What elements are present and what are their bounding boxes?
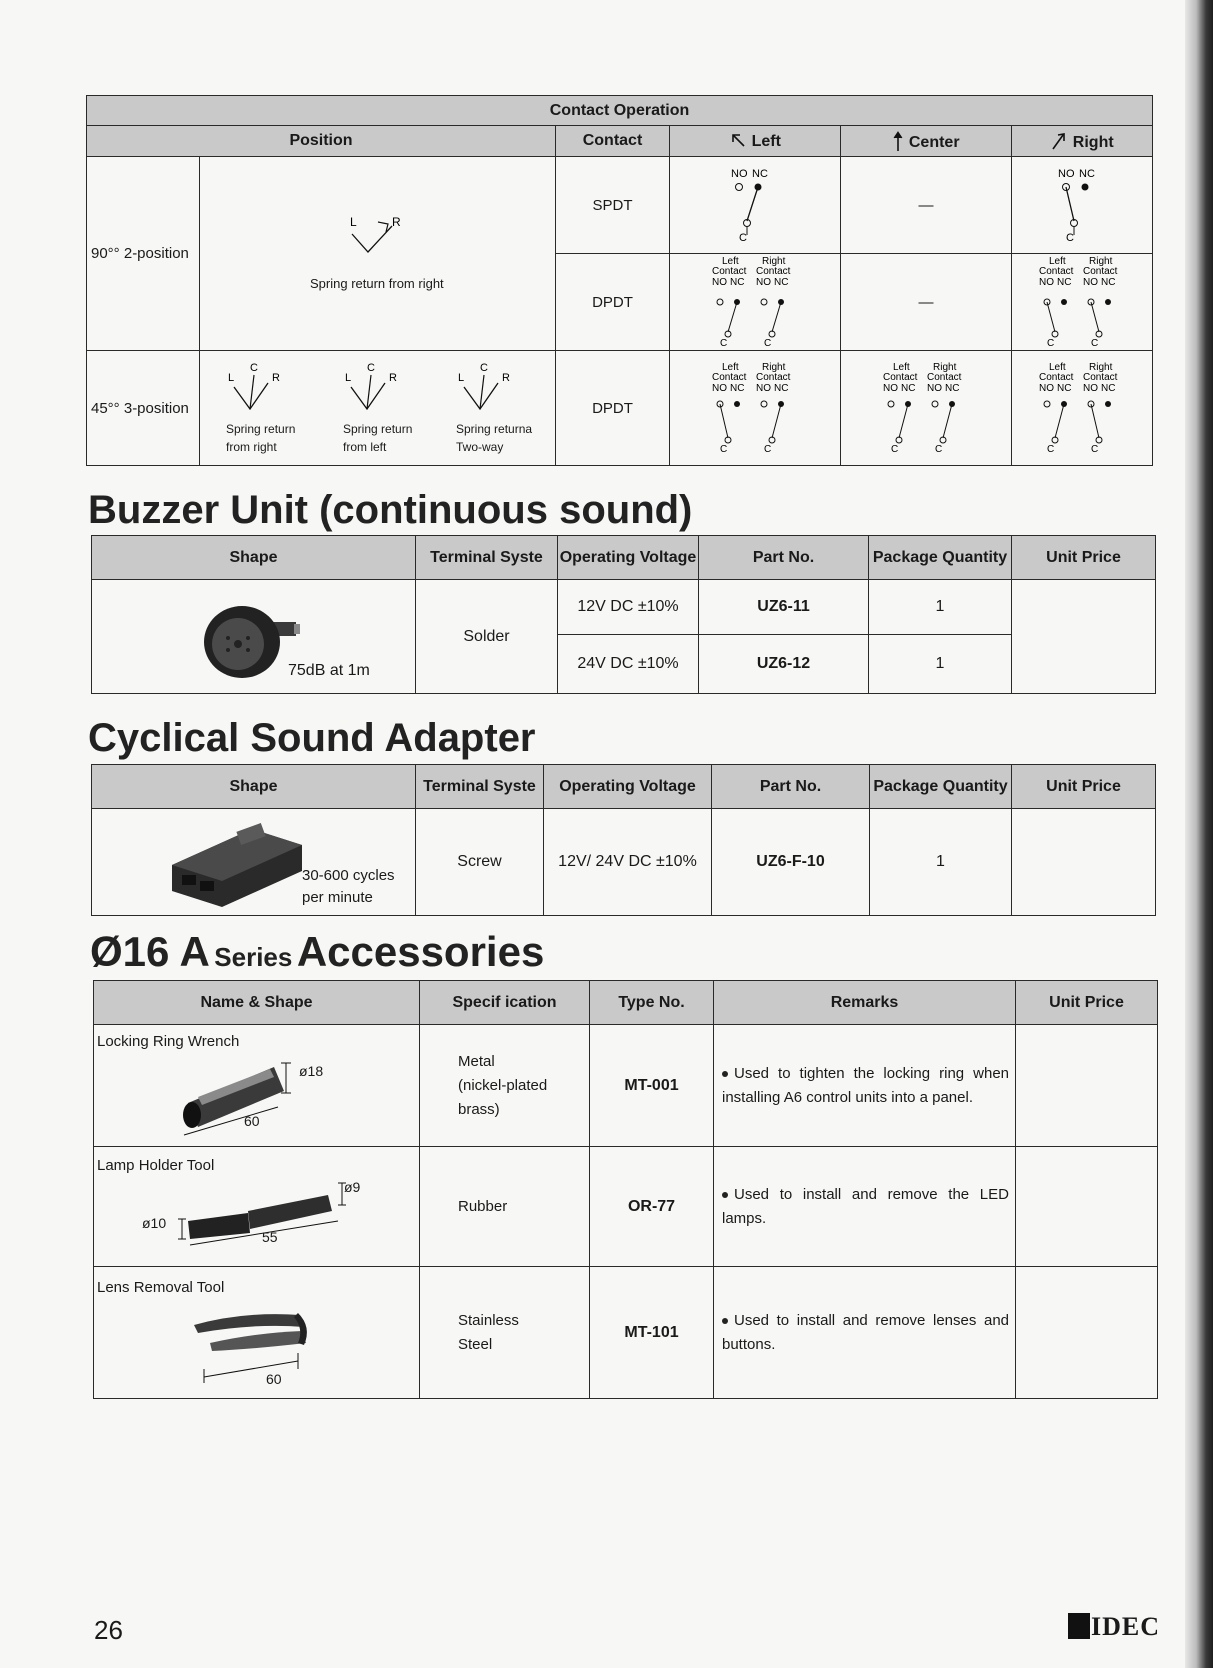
row-90-caption: Spring return from right (310, 276, 444, 291)
acc-row-1-type: MT-001 (590, 1025, 714, 1147)
dpdt-90-left-diagram (670, 254, 841, 351)
buzzer-part-2: UZ6-12 (699, 635, 869, 694)
buzzer-title: Buzzer Unit (continuous sound) (88, 488, 693, 532)
svg-text:Contact: Contact (756, 266, 791, 277)
spdt-center: — (841, 157, 1012, 254)
svg-text:R: R (272, 372, 280, 384)
svg-text:NO: NO (1058, 168, 1075, 180)
buzzer-price (1012, 580, 1156, 694)
svg-text:C: C (1047, 444, 1055, 452)
svg-text:Right: Right (1089, 362, 1113, 373)
dpdt-45-left-contact-icon (710, 360, 800, 452)
acc-row-2-type: OR-77 (590, 1147, 714, 1267)
svg-text:L: L (350, 215, 357, 229)
cyclical-header-voltage: Operating Voltage (544, 765, 712, 809)
svg-text:NC: NC (945, 383, 960, 394)
cyclical-caption-1: 30-600 cycles (302, 867, 395, 884)
svg-text:Contact: Contact (883, 372, 918, 383)
svg-text:Left: Left (893, 362, 910, 373)
acc-header-remarks: Remarks (714, 981, 1016, 1025)
acc-row-2-spec: Rubber (420, 1147, 590, 1267)
svg-text:C: C (891, 444, 899, 452)
logo-mark-icon (1068, 1613, 1090, 1639)
spdt-left-diagram (670, 157, 841, 254)
cyclical-voltage: 12V/ 24V DC ±10% (544, 809, 712, 916)
svg-text:NC: NC (730, 277, 745, 288)
page-edge-shadow (1185, 0, 1213, 1668)
acc-row-2-name-cell: Lamp Holder Tool ø9 55 ø10 (94, 1147, 420, 1267)
svg-text:NO: NO (731, 168, 748, 180)
svg-text:R: R (502, 372, 510, 384)
svg-text:Contact: Contact (927, 372, 962, 383)
header-center: Center (841, 126, 1012, 157)
acc-row-2-name: Lamp Holder Tool (97, 1157, 215, 1174)
dpdt-90-center: — (841, 254, 1012, 351)
spdt-right-contact-icon (1052, 163, 1112, 243)
svg-text:Contact: Contact (756, 372, 791, 383)
svg-text:Left: Left (722, 256, 739, 267)
svg-text:Right: Right (1089, 256, 1113, 267)
bullet-icon (722, 1318, 728, 1324)
svg-text:NC: NC (1057, 383, 1072, 394)
row-45-label: 45°° 3-position (87, 351, 200, 466)
buzzer-header-voltage: Operating Voltage (558, 536, 699, 580)
arrow-right-up-icon (1050, 131, 1068, 151)
svg-text:NC: NC (1079, 168, 1095, 180)
svg-text:NC: NC (1101, 383, 1116, 394)
svg-text:NC: NC (774, 383, 789, 394)
acc-header-name: Name & Shape (94, 981, 420, 1025)
svg-text:Right: Right (762, 256, 786, 267)
svg-text:Contact: Contact (1083, 372, 1118, 383)
svg-text:C: C (1091, 444, 1099, 452)
acc-row-1-remark: Used to tighten the locking ring when installing A6 control units into a panel. (714, 1025, 1016, 1147)
dpdt-45-center-contact-icon (881, 360, 971, 452)
svg-text:C: C (1047, 338, 1055, 346)
acc-row-3-name: Lens Removal Tool (97, 1279, 225, 1296)
svg-text:C: C (764, 444, 772, 452)
svg-text:NO: NO (1083, 383, 1099, 394)
diagram-return-two-way: L C R Spring returna Two-way (456, 362, 533, 454)
svg-text:C: C (480, 362, 488, 374)
svg-text:NO: NO (712, 383, 727, 394)
svg-text:Contact: Contact (1083, 266, 1118, 277)
svg-text:C: C (720, 444, 728, 452)
acc-row-1-price (1016, 1025, 1158, 1147)
spdt-left-contact-icon (725, 163, 785, 243)
svg-text:NC: NC (774, 277, 789, 288)
svg-text:C: C (1066, 232, 1074, 243)
acc-row-3-type: MT-101 (590, 1267, 714, 1399)
svg-text:Contact: Contact (1039, 372, 1074, 383)
svg-text:Contact: Contact (712, 266, 747, 277)
svg-text:NC: NC (730, 383, 745, 394)
buzzer-header-qty: Package Quantity (869, 536, 1012, 580)
diagram-return-from-left: L C R Spring return from left (343, 362, 413, 454)
cyclical-header-terminal: Terminal Syste (416, 765, 544, 809)
adapter-photo-icon (152, 815, 312, 911)
acc-header-price: Unit Price (1016, 981, 1158, 1025)
svg-text:R: R (392, 215, 401, 229)
svg-text:NO: NO (756, 383, 771, 394)
svg-text:C: C (764, 338, 772, 346)
dpdt-45-center-diagram (841, 351, 1012, 466)
accessories-table (93, 980, 1158, 1399)
arrow-left-up-icon (729, 131, 747, 149)
svg-text:C: C (720, 338, 728, 346)
diagram-return-from-right: L C R Spring return from right (226, 362, 296, 454)
cyclical-header-part: Part No. (712, 765, 870, 809)
svg-text:C: C (739, 232, 747, 243)
dpdt-90-left-contact-icon (710, 254, 800, 346)
buzzer-voltage-1: 12V DC ±10% (558, 580, 699, 635)
acc-row-3-remark: Used to install and remove lenses and buttons. (714, 1267, 1016, 1399)
svg-text:NC: NC (901, 383, 916, 394)
cyclical-price (1012, 809, 1156, 916)
buzzer-table (91, 535, 1156, 694)
switch-3pos-diagram-icon (456, 361, 516, 413)
buzzer-header-shape: Shape (92, 536, 416, 580)
buzzer-shape-cell (92, 580, 416, 694)
row-90-dpdt: DPDT (556, 254, 670, 351)
svg-text:NO: NO (1039, 383, 1055, 394)
acc-row-2-price (1016, 1147, 1158, 1267)
cyclical-table (91, 764, 1156, 916)
cyclical-header-price: Unit Price (1012, 765, 1156, 809)
dpdt-45-right-diagram (1012, 351, 1153, 466)
cyclical-title: Cyclical Sound Adapter (88, 716, 536, 760)
svg-text:NO: NO (883, 383, 898, 394)
switch-3pos-diagram-icon (226, 361, 286, 413)
acc-row-1-name: Locking Ring Wrench (97, 1033, 240, 1050)
svg-text:C: C (367, 362, 375, 374)
accessories-title: Ø16 A Series Accessories (90, 928, 545, 975)
svg-text:NO: NO (712, 277, 727, 288)
svg-text:Left: Left (1049, 362, 1066, 373)
header-left: Left (670, 126, 841, 157)
cyclical-header-qty: Package Quantity (870, 765, 1012, 809)
cyclical-shape-cell (92, 809, 416, 916)
row-90-label: 90°° 2-position (87, 157, 200, 351)
contact-operation-title: Contact Operation (87, 96, 1153, 126)
svg-text:R: R (389, 372, 397, 384)
svg-text:NO: NO (927, 383, 942, 394)
svg-text:Contact: Contact (712, 372, 747, 383)
buzzer-voltage-2: 24V DC ±10% (558, 635, 699, 694)
acc-row-2-remark: Used to install and remove the LED lamps. (714, 1147, 1016, 1267)
acc-row-3-price (1016, 1267, 1158, 1399)
acc-header-spec: Specif ication (420, 981, 590, 1025)
svg-text:L: L (458, 372, 465, 384)
row-90-diagram (200, 157, 556, 351)
contact-operation-table (86, 95, 1153, 466)
svg-text:C: C (935, 444, 943, 452)
spdt-right-diagram (1012, 157, 1153, 254)
acc-row-1-spec: Metal (nickel-plated brass) (420, 1025, 590, 1147)
dpdt-90-right-contact-icon (1037, 254, 1127, 346)
dpdt-45-right-contact-icon (1037, 360, 1127, 452)
svg-text:C: C (1091, 338, 1099, 346)
bullet-icon (722, 1192, 728, 1198)
header-position: Position (87, 126, 556, 157)
cyclical-qty: 1 (870, 809, 1012, 916)
row-45-diagrams (200, 351, 556, 466)
buzzer-header-price: Unit Price (1012, 536, 1156, 580)
buzzer-qty-1: 1 (869, 580, 1012, 635)
buzzer-terminal: Solder (416, 580, 558, 694)
cyclical-terminal: Screw (416, 809, 544, 916)
svg-text:NO: NO (1039, 277, 1055, 288)
acc-header-type: Type No. (590, 981, 714, 1025)
acc-row-1-name-cell: Locking Ring Wrench ø18 60 (94, 1025, 420, 1147)
svg-text:NO: NO (1083, 277, 1099, 288)
row-90-spdt: SPDT (556, 157, 670, 254)
row-45-contact: DPDT (556, 351, 670, 466)
svg-text:C: C (250, 362, 258, 374)
arrow-up-icon (892, 130, 904, 152)
buzzer-shape-caption: 75dB at 1m (288, 662, 370, 679)
buzzer-header-part: Part No. (699, 536, 869, 580)
cyclical-part: UZ6-F-10 (712, 809, 870, 916)
buzzer-header-terminal: Terminal Syste (416, 536, 558, 580)
svg-text:NC: NC (1057, 277, 1072, 288)
svg-text:Right: Right (933, 362, 957, 373)
svg-text:Contact: Contact (1039, 266, 1074, 277)
dpdt-45-left-diagram (670, 351, 841, 466)
buzzer-part-1: UZ6-11 (699, 580, 869, 635)
bullet-icon (722, 1071, 728, 1077)
svg-text:L: L (228, 372, 235, 384)
page-number: 26 (94, 1615, 123, 1645)
svg-text:NC: NC (752, 168, 768, 180)
dpdt-90-right-diagram (1012, 254, 1153, 351)
header-right: Right (1012, 126, 1153, 157)
cyclical-caption-2: per minute (302, 889, 373, 906)
svg-text:NO: NO (756, 277, 771, 288)
svg-text:L: L (345, 372, 352, 384)
switch-3pos-diagram-icon (343, 361, 403, 413)
switch-90-diagram-icon (340, 212, 420, 282)
svg-text:NC: NC (1101, 277, 1116, 288)
svg-text:Right: Right (762, 362, 786, 373)
cyclical-header-shape: Shape (92, 765, 416, 809)
svg-text:Left: Left (1049, 256, 1066, 267)
buzzer-qty-2: 1 (869, 635, 1012, 694)
acc-row-3-name-cell: Lens Removal Tool 60 (94, 1267, 420, 1399)
acc-row-3-spec: Stainless Steel (420, 1267, 590, 1399)
svg-text:Left: Left (722, 362, 739, 373)
header-contact: Contact (556, 126, 670, 157)
brand-logo: IDEC (1068, 1612, 1160, 1642)
